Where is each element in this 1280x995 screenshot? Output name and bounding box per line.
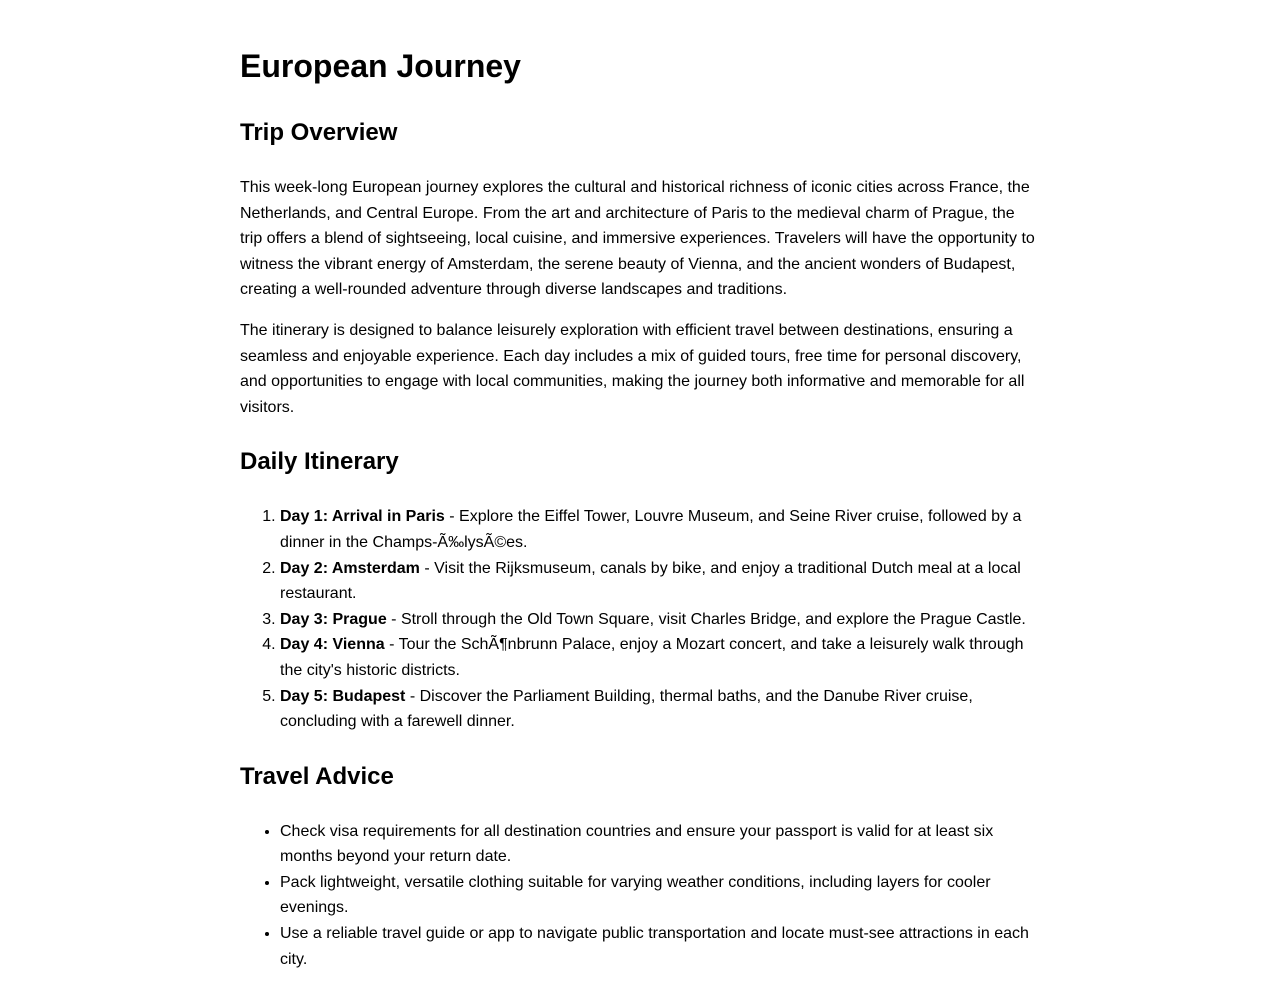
itinerary-day-3	[280, 607, 1040, 633]
itinerary-list	[240, 504, 1040, 734]
document-page	[240, 0, 1040, 972]
day-title: Day 2: Amsterdam	[280, 559, 420, 577]
advice-list	[240, 819, 1040, 973]
day-description: - Discover the Parliament Building, thermal baths, and the Danube River cruise, concluding with a farewell dinner.	[280, 687, 973, 731]
day-title: Day 5: Budapest	[280, 687, 406, 705]
trip-overview-heading: Trip Overview	[240, 119, 398, 146]
travel-advice-heading: Travel Advice	[240, 762, 394, 790]
overview-paragraph: This week-long European journey explores the cultural and historical richness of iconic cities across France, the Netherlands, and Central Europe. From the art and architecture of Paris to the medieval charm of Prague, the trip offers a blend of sightseeing, local cuisine, and immersive experiences. Travelers will have the opportunity to witness the vibrant energy of Amsterdam, the serene beauty of Vienna, and the ancient wonders of Budapest, creating a well-rounded adventure through diverse landscapes and traditions.	[240, 179, 1035, 299]
day-description: - Stroll through the Old Town Square, visit Charles Bridge, and explore the Prague Castle.	[386, 610, 1026, 628]
daily-itinerary-heading: Daily Itinerary	[240, 448, 399, 476]
day-description: - Tour the SchÃ¶nbrunn Palace, enjoy a Mozart concert, and take a leisurely walk through the city's historic districts.	[280, 636, 1024, 679]
itinerary-day-2	[280, 556, 1040, 607]
day-description: - Visit the Rijksmuseum, canals by bike, and enjoy a traditional Dutch meal at a local restaurant.	[280, 559, 1021, 603]
itinerary-day-5	[280, 684, 1040, 735]
advice-item: • Use a reliable travel guide or app to navigate public transportation and locate must-see attractions in each city.	[280, 921, 1040, 972]
itinerary-day-1	[280, 504, 1040, 555]
advice-item: • Pack lightweight, versatile clothing suitable for varying weather conditions, including layers for cooler evenings.	[280, 870, 1040, 921]
page-title: European Journey	[240, 48, 521, 84]
day-title: Day 1: Arrival in Paris	[280, 508, 445, 526]
overview-paragraph: The itinerary is designed to balance leisurely exploration with efficient travel between destinations, ensuring a seamless and enjoyable experience. Each day includes a mix of guided tours, free time for personal discovery, and opportunities to engage with local communities, making the journey both informative and memorable for all visitors.	[240, 321, 1025, 416]
advice-item: • Check visa requirements for all destination countries and ensure your passport is valid for at least six months beyond your return date.	[280, 819, 1040, 870]
day-description: - Explore the Eiffel Tower, Louvre Museum, and Seine River cruise, followed by a dinner in the Champs-Ã‰lysÃ©es.	[280, 508, 1022, 551]
day-title: Day 4: Vienna	[280, 636, 385, 654]
itinerary-day-4	[280, 632, 1040, 683]
day-title: Day 3: Prague	[280, 610, 387, 628]
